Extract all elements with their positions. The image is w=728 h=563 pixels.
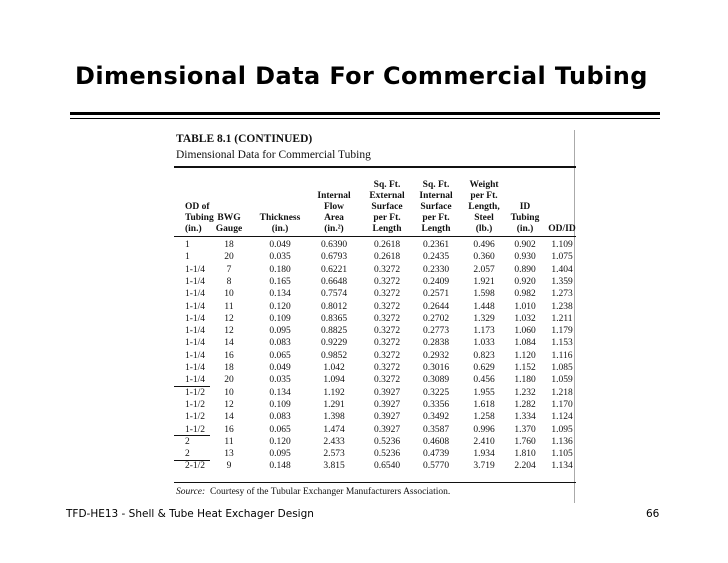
table-cell: 1.192 [323,387,345,398]
table-cell: 0.3272 [373,301,401,312]
column-header-line: (in.) [516,224,534,234]
table-cell: 1.334 [514,412,536,423]
table-cell: 1.618 [473,399,495,410]
table-cell: 0.049 [269,240,291,250]
table-cell: 11 [224,436,234,447]
table-cell: 0.996 [473,424,495,435]
table-cell: 0.148 [269,461,291,472]
table-cell: 1.179 [551,326,573,337]
table-cell: 1.211 [551,313,573,324]
table-cell: 0.3272 [373,326,401,337]
table-cell: 16 [224,350,234,361]
table-cell: 0.083 [269,412,291,423]
table-cell: 0.4739 [422,449,450,460]
table-cell: 0.049 [269,363,291,373]
table-cell: 1.124 [551,412,573,423]
table-cell: 0.134 [269,387,291,398]
table-cell: 0.629 [473,363,495,373]
table-cell: 2.433 [323,436,345,447]
table-cell: 1.109 [551,240,573,250]
table-row [174,436,574,448]
column-header-line: Thickness [259,213,301,223]
table-cell: 1.085 [551,363,573,373]
column-header-line: per Ft. [373,213,401,223]
table-cell: 10 [224,289,234,300]
column-header-line: Steel [474,213,494,223]
table-row [174,325,574,337]
table-cell: 0.3272 [373,375,401,386]
column-header-line: ID [519,202,531,212]
column-header-line: Tubing [185,213,214,223]
table-cell: 18 [224,240,234,250]
table-cell: 1.760 [514,436,536,447]
table-cell: 2.573 [323,449,345,460]
table-cell: 0.6390 [320,240,348,250]
column-header-line: Length, [468,202,500,212]
column-header-line: Sq. Ft. [422,180,450,190]
column-header-line: (in.) [185,224,202,234]
table-cell: 0.3272 [373,313,401,324]
column-header-line: Internal [317,191,351,201]
table-cell: 0.5770 [422,461,450,472]
table-cell: 1-1/4 [185,326,206,337]
table-cell: 1.180 [514,375,536,386]
table-cell: 1.273 [551,289,573,300]
page-number: 66 [646,508,660,520]
table-cell: 0.109 [269,313,291,324]
title-underline-thick [70,112,660,115]
table-row [174,424,574,436]
table-cell: 11 [224,301,234,312]
column-header-line: OD of [185,202,210,212]
table-cell: 0.3089 [422,375,450,386]
column-header-line: per Ft. [422,213,450,223]
table-cell: 2.204 [514,461,536,472]
slide-title: Dimensional Data For Commercial Tubing [75,62,648,90]
column-header-line: Length [421,224,451,234]
table-cell: 0.165 [269,276,291,287]
table-cell: 0.120 [269,301,291,312]
table-cell: 0.930 [514,252,536,263]
table-cell: 1.291 [323,399,345,410]
table-cell: 1.598 [473,289,495,300]
table-cell: 1-1/4 [185,363,206,373]
table-row [174,313,574,325]
column-header [461,179,507,235]
table-cell: 0.2361 [422,240,450,250]
table-cell: 12 [224,326,234,337]
column-header [312,179,356,235]
column-header-line: Weight [469,180,499,190]
table-cell: 1-1/4 [185,375,206,386]
table-cell: 1.060 [514,326,536,337]
table-cell: 0.2702 [422,313,450,324]
table-cell: 2.410 [473,436,495,447]
table-cell: 2-1/2 [185,461,206,472]
table-row [174,374,574,386]
table-cell: 1.359 [551,276,573,287]
table-cell: 1.173 [473,326,495,337]
table-cell: 0.109 [269,399,291,410]
column-header-line: Sq. Ft. [373,180,401,190]
table-cell: 0.065 [269,350,291,361]
table-cell: 1-1/2 [185,399,206,410]
table-cell: 7 [226,264,232,275]
table-row [174,399,574,411]
table-cell: 2.057 [473,264,495,275]
table-cell: 20 [224,252,234,263]
table-cell: 0.9852 [320,350,348,361]
table-row [174,350,574,362]
table-cell: 1.921 [473,276,495,287]
table-cell: 9 [226,461,232,472]
table-cell: 1.033 [473,338,495,349]
table-cell: 0.083 [269,338,291,349]
table-cell: 2 [185,449,190,460]
table-cell: 1.218 [551,387,573,398]
table-cell: 1-1/4 [185,350,206,361]
table-cell: 1.955 [473,387,495,398]
column-header [508,179,542,235]
column-header-line: per Ft. [470,191,498,201]
table-cell: 1-1/2 [185,387,206,398]
table-cell: 1.042 [323,363,345,373]
table-cell: 0.035 [269,252,291,263]
table-cell: 0.120 [269,436,291,447]
table-cell: 0.180 [269,264,291,275]
table-caption: Dimensional Data for Commercial Tubing [176,149,371,161]
table-cell: 0.3272 [373,276,401,287]
table-cell: 0.6648 [320,276,348,287]
table-row [174,448,574,460]
column-header-line: Surface [371,202,403,212]
table-cell: 1.032 [514,313,536,324]
table-cell: 0.035 [269,375,291,386]
column-header-line: External [369,191,405,201]
table-cell: 1.474 [323,424,345,435]
table-row [174,264,574,276]
column-header-line: Area [324,213,344,223]
table-cell: 0.5236 [373,449,401,460]
table-cell: 1.084 [514,338,536,349]
table-cell: 0.6793 [320,252,348,263]
table-cell: 0.3927 [373,424,401,435]
table-cell: 1-1/2 [185,424,206,435]
table-row [174,362,574,374]
source-text: Courtesy of the Tubular Exchanger Manufacturers Association. [209,487,451,497]
table-row [174,276,574,288]
table-cell: 0.3272 [373,338,401,349]
table-cell: 1.810 [514,449,536,460]
table-cell: 0.902 [514,240,536,250]
table-cell: 1-1/4 [185,289,206,300]
table-cell: 0.3356 [422,399,450,410]
table-cell: 1.120 [514,350,536,361]
column-header-line: Flow [323,202,345,212]
table-cell: 1.153 [551,338,573,349]
footer-course-label: TFD-HE13 - Shell & Tube Heat Exchager Design [66,508,314,520]
table-source-note [176,487,450,497]
table-cell: 20 [224,375,234,386]
column-header [364,179,410,235]
table-cell: 1 [185,252,190,263]
table-cell: 10 [224,387,234,398]
column-header-line: (in.) [271,224,289,234]
table-cell: 1.282 [514,399,536,410]
table-cell: 0.920 [514,276,536,287]
column-header-line: Surface [420,202,452,212]
table-cell: 0.4608 [422,436,450,447]
table-cell: 0.8825 [320,326,348,337]
column-header-line: BWG [217,213,241,223]
table-row [174,460,574,472]
table-cell: 1.934 [473,449,495,460]
table-cell: 16 [224,424,234,435]
column-header-line: Tubing [510,213,540,223]
table-cell: 0.2330 [422,264,450,275]
table-cell: 0.2435 [422,252,450,263]
header-bottom-rule [174,236,576,237]
column-header-line: Length [372,224,402,234]
table-cell: 1-1/4 [185,338,206,349]
table-cell: 0.360 [473,252,495,263]
table-cell: 8 [226,276,232,287]
table-cell: 1.170 [551,399,573,410]
title-underline-thin [70,118,660,119]
table-cell: 0.2409 [422,276,450,287]
table-cell: 0.890 [514,264,536,275]
table-cell: 1.010 [514,301,536,312]
table-cell: 0.2644 [422,301,450,312]
table-cell: 0.3272 [373,350,401,361]
table-top-rule [174,166,576,168]
table-cell: 0.8012 [320,301,348,312]
table-row [174,239,574,251]
table-cell: 0.3587 [422,424,450,435]
source-prefix: Source: [176,487,206,497]
column-header [413,179,459,235]
table-cell: 14 [224,412,234,423]
table-cell: 0.456 [473,375,495,386]
table-cell: 1.095 [551,424,573,435]
table-cell: 0.3492 [422,412,450,423]
table-cell: 1.448 [473,301,495,312]
column-header-line: Gauge [215,224,243,234]
column-header-line: OD/ID [548,224,576,234]
table-cell: 0.9229 [320,338,348,349]
table-cell: 1.136 [551,436,573,447]
table-cell: 0.3927 [373,387,401,398]
table-cell: 13 [224,449,234,460]
table-cell: 0.3272 [373,289,401,300]
table-row [174,337,574,349]
table-cell: 1.134 [551,461,573,472]
table-cell: 0.496 [473,240,495,250]
table-cell: 1.398 [323,412,345,423]
table-row [174,251,574,263]
table-cell: 0.8365 [320,313,348,324]
table-cell: 0.2773 [422,326,450,337]
table-cell: 1-1/2 [185,412,206,423]
table-cell: 1-1/4 [185,264,206,275]
table-cell: 0.2932 [422,350,450,361]
table-cell: 0.065 [269,424,291,435]
column-header-line: (in.²) [324,224,344,234]
table-cell: 1 [185,240,190,250]
table-cell: 1.116 [551,350,573,361]
table-cell: 0.6221 [320,264,348,275]
table-row [174,411,574,423]
table-cell: 1.105 [551,449,573,460]
table-cell: 0.2618 [373,252,401,263]
table-cell: 1.258 [473,412,495,423]
table-cell: 1.094 [323,375,345,386]
table-cell: 1-1/4 [185,313,206,324]
table-cell: 0.2838 [422,338,450,349]
column-header-line: Internal [419,191,453,201]
table-label: TABLE 8.1 (CONTINUED) [176,133,313,145]
table-cell: 0.3225 [422,387,450,398]
table-cell: 1.152 [514,363,536,373]
table-cell: 1-1/4 [185,276,206,287]
table-cell: 0.3272 [373,363,401,373]
table-bottom-rule [174,482,576,483]
table-cell: 0.3927 [373,412,401,423]
table-cell: 1.059 [551,375,573,386]
table-cell: 0.5236 [373,436,401,447]
table-row [174,387,574,399]
table-row [174,301,574,313]
table-cell: 0.7574 [320,289,348,300]
table-cell: 0.095 [269,326,291,337]
table-cell: 12 [224,399,234,410]
table-cell: 0.3927 [373,399,401,410]
table-cell: 1-1/4 [185,301,206,312]
table-cell: 0.3272 [373,264,401,275]
table-cell: 1.329 [473,313,495,324]
table-cell: 2 [185,436,190,447]
table-cell: 1.238 [551,301,573,312]
scanned-table-image [164,130,574,503]
column-header [543,179,581,235]
column-header [254,179,306,235]
table-cell: 0.095 [269,449,291,460]
column-header-line: (lb.) [475,224,493,234]
table-cell: 14 [224,338,234,349]
table-cell: 1.404 [551,264,573,275]
table-cell: 3.815 [323,461,345,472]
table-cell: 1.075 [551,252,573,263]
table-cell: 1.232 [514,387,536,398]
table-row [174,288,574,300]
table-cell: 3.719 [473,461,495,472]
table-cell: 0.2618 [373,240,401,250]
table-cell: 0.823 [473,350,495,361]
table-cell: 12 [224,313,234,324]
table-cell: 0.982 [514,289,536,300]
column-header [212,179,246,235]
table-cell: 0.2571 [422,289,450,300]
table-cell: 18 [224,363,234,373]
table-cell: 0.6540 [373,461,401,472]
table-cell: 0.134 [269,289,291,300]
table-cell: 1.370 [514,424,536,435]
table-cell: 0.3016 [422,363,450,373]
